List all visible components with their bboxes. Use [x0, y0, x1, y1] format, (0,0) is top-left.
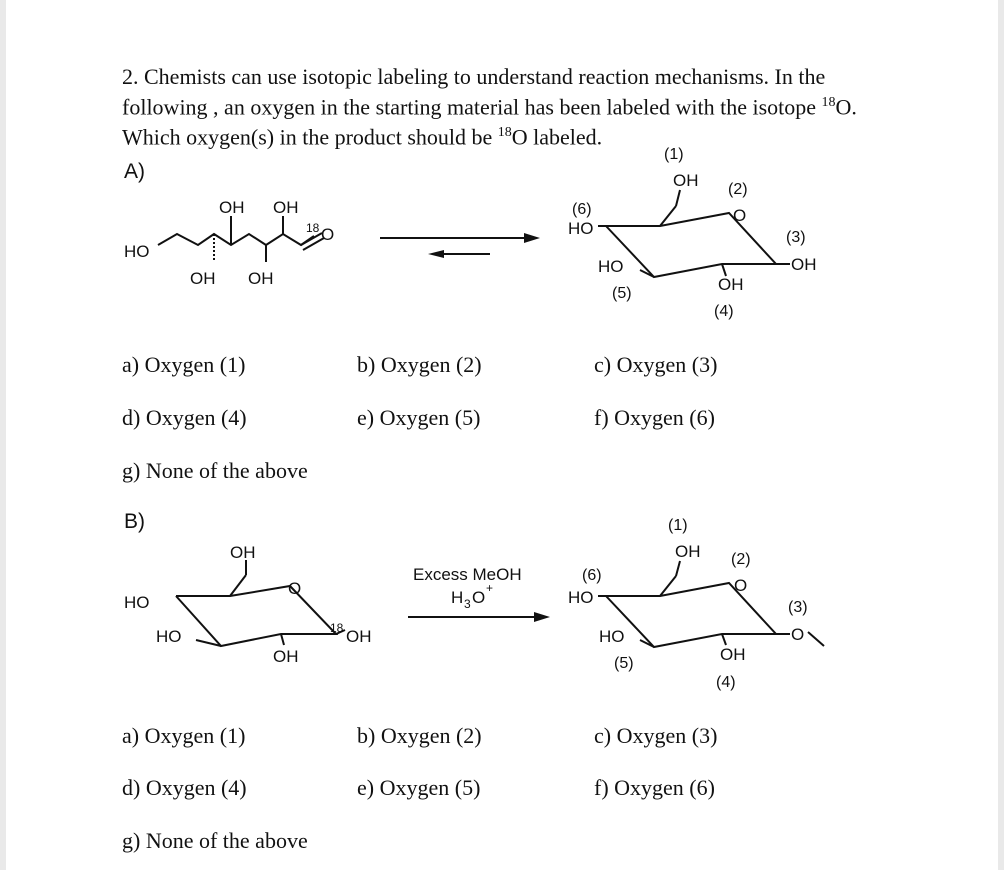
product-b-ring — [606, 583, 776, 647]
reactant-a-isotope-o: O — [321, 225, 335, 244]
reactant-a-ho: HO — [124, 242, 150, 261]
isotope-element: O. — [835, 94, 857, 120]
reactant-b-oh-bot: OH — [273, 647, 299, 666]
part-a-option-e[interactable]: e) Oxygen (5) — [357, 405, 481, 430]
reactant-a-isotope-mass: 18 — [306, 221, 320, 235]
part-a-option-a[interactable]: a) Oxygen (1) — [122, 352, 246, 377]
product-b-n6: (6) — [582, 567, 602, 584]
reactant-a-oh-bot-1: OH — [190, 269, 216, 288]
product-a-ring — [606, 213, 776, 277]
part-a-reactant — [124, 198, 334, 288]
part-b-option-b[interactable]: b) Oxygen (2) — [357, 723, 482, 748]
product-a-ch2-oh — [676, 190, 680, 206]
question-line-3-end: O labeled. — [511, 124, 603, 150]
part-a-equilibrium-arrows — [380, 233, 540, 258]
product-a-oh4: OH — [718, 275, 744, 294]
reagent-plus: + — [486, 581, 494, 595]
reagent-line-1: Excess MeOH — [413, 565, 522, 584]
reactant-a-oh-bot-2: OH — [248, 269, 274, 288]
question-line-1: 2. Chemists can use isotopic labeling to understand reaction mechanisms. In the — [122, 64, 826, 89]
part-a-option-g[interactable]: g) None of the above — [122, 458, 308, 483]
reactant-b-oh-top: OH — [230, 543, 256, 562]
part-b-option-e[interactable]: e) Oxygen (5) — [357, 775, 481, 800]
reagent-o: O — [472, 588, 486, 607]
product-b-ho5: HO — [599, 627, 625, 646]
part-b-option-f[interactable]: f) Oxygen (6) — [594, 775, 715, 800]
part-b-reactant — [124, 543, 372, 666]
reactant-a-oh-top-1: OH — [219, 198, 245, 217]
reactant-b-isotope-oh: OH — [346, 627, 372, 646]
reactant-b-o-ring: O — [288, 579, 302, 598]
product-a-n6: (6) — [572, 201, 592, 218]
question-line-3-text: Which oxygen(s) in the product should be — [122, 124, 498, 150]
product-a-ho6: HO — [568, 219, 594, 238]
part-a-option-f[interactable]: f) Oxygen (6) — [594, 405, 715, 430]
reactant-a-oh-top-2: OH — [273, 198, 299, 217]
part-a-product — [568, 146, 817, 320]
reagent-sub-3: 3 — [464, 597, 471, 611]
reactant-b-ho-low: HO — [156, 627, 182, 646]
part-a-option-d[interactable]: d) Oxygen (4) — [122, 405, 247, 430]
product-b-ho6: HO — [568, 588, 594, 607]
part-b-product — [568, 517, 824, 691]
forward-arrow-head — [524, 233, 540, 243]
reactant-b-ho-left: HO — [124, 593, 150, 612]
product-b-n4: (4) — [716, 674, 736, 691]
reverse-arrow-head — [428, 250, 444, 258]
part-a-label: A) — [124, 160, 145, 183]
part-b-option-d[interactable]: d) Oxygen (4) — [122, 775, 247, 800]
isotope-mass: 18 — [821, 95, 836, 110]
part-a-option-b[interactable]: b) Oxygen (2) — [357, 352, 482, 377]
part-b-option-c[interactable]: c) Oxygen (3) — [594, 723, 718, 748]
product-a-n3: (3) — [786, 229, 806, 246]
part-a-option-c[interactable]: c) Oxygen (3) — [594, 352, 718, 377]
product-b-n5: (5) — [614, 655, 634, 672]
part-b-option-a[interactable]: a) Oxygen (1) — [122, 723, 246, 748]
product-b-n2: (2) — [731, 551, 751, 568]
isotope-mass-2: 18 — [497, 125, 512, 141]
arrow-b-head — [534, 612, 550, 622]
reagent-h: H — [451, 588, 464, 607]
question-line-2-text: following , an oxygen in the starting material has been labeled with the isotope — [122, 94, 822, 120]
reactant-b-isotope-mass: 18 — [330, 621, 344, 635]
product-a-n4: (4) — [714, 303, 734, 320]
product-b-oh4: OH — [720, 645, 746, 664]
product-b-n1: (1) — [668, 517, 688, 534]
product-a-ho5: HO — [598, 257, 624, 276]
reactant-b-c2-oh — [281, 634, 284, 645]
product-b-oh1: OH — [675, 542, 701, 561]
reactant-b-ring — [176, 586, 336, 646]
part-b-option-g[interactable]: g) None of the above — [122, 828, 308, 853]
product-a-n1: (1) — [664, 146, 684, 163]
product-b-o3: O — [791, 625, 805, 644]
reactant-a-chain — [158, 234, 314, 245]
product-b-c2-oh — [722, 634, 726, 645]
part-b-reaction-arrow — [408, 565, 550, 622]
product-b-o2: O — [734, 576, 748, 595]
product-a-oh3: OH — [791, 255, 817, 274]
product-a-oh1: OH — [673, 171, 699, 190]
product-a-n2: (2) — [728, 181, 748, 198]
product-a-n5: (5) — [612, 285, 632, 302]
part-b-label: B) — [124, 510, 145, 533]
product-b-ch2-oh — [676, 561, 680, 576]
product-a-o2: O — [733, 206, 747, 225]
product-b-n3: (3) — [788, 599, 808, 616]
product-b-methyl — [808, 632, 824, 646]
